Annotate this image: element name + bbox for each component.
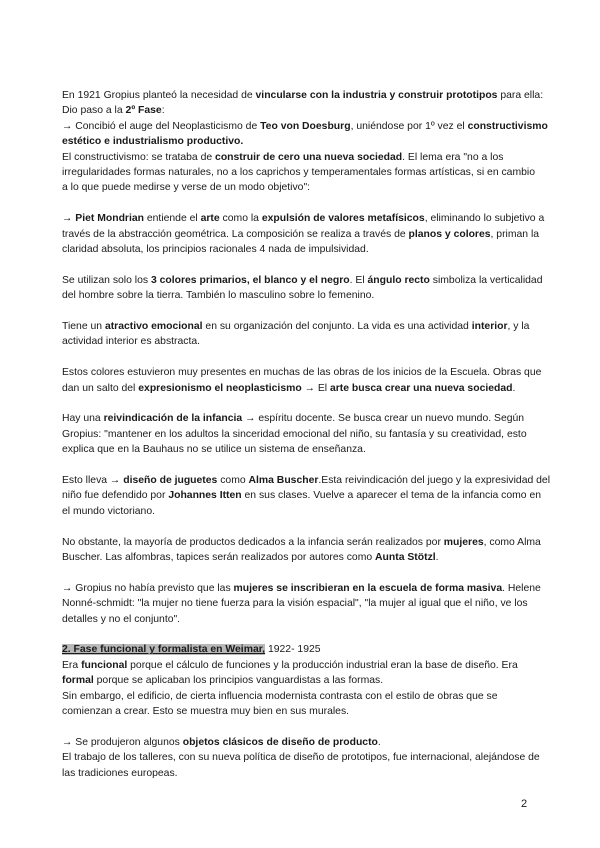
text-run: .: [377, 736, 381, 748]
text-line: [62, 150, 562, 165]
text-run: irregularidades formas naturales, no a los caprichos y temperamentales formas artísticas, si en cambio: [62, 167, 535, 179]
text-line: [62, 581, 562, 596]
bold-text: mujeres se inscribieran en la escuela de forma masiva: [233, 582, 503, 594]
paragraph: [62, 319, 562, 350]
bold-text: funcional: [81, 659, 128, 671]
text-run: Sin embargo, el edificio, de cierta influencia modernista contrasta con el estilo de obras que se: [62, 690, 498, 702]
text-run: Hay una: [62, 413, 104, 425]
bold-text: Teo von Doesburg: [260, 120, 351, 132]
text-line: [62, 319, 562, 334]
text-run: porque el cálculo de funciones y la producción industrial eran la base de diseño. Era: [127, 659, 518, 671]
text-run: en su organización del conjunto. La vida es una actividad: [202, 321, 472, 333]
bold-text: diseño de juguetes: [123, 475, 218, 487]
bold-text: interior: [471, 321, 508, 333]
text-run: Esto lleva →: [62, 475, 124, 487]
text-run: comienzan a crear. Esto se muestra muy bien en sus murales.: [62, 706, 350, 718]
text-run: → Concibió el auge del Neoplasticismo de: [62, 120, 261, 132]
text-run: el mundo victoriano.: [62, 505, 155, 517]
text-line: [62, 288, 562, 303]
text-run: .Esta reivindicación del juego y la expresividad del: [318, 475, 551, 487]
text-line: [62, 658, 562, 673]
paragraph: [62, 535, 562, 566]
text-run: dan un salto del: [62, 382, 139, 394]
page-number: 2: [521, 798, 528, 810]
text-run: . El lema era "no a los: [402, 151, 504, 163]
text-run: a lo que puede medirse y verse de un modo objetivo":: [62, 182, 311, 194]
text-run: :: [161, 105, 165, 117]
text-run: en sus clases. Vuelve a aparecer el tema de la infancia como en: [241, 490, 542, 502]
text-run: → espíritu docente. Se busca crear un nuevo mundo. Según: [242, 413, 525, 425]
text-run: porque se aplicaban los principios vanguardistas a las formas.: [93, 675, 384, 687]
text-run: Buscher. Las alfombras, tapices serán realizados por autores como: [62, 552, 376, 564]
text-line: [62, 273, 562, 288]
text-run: Nonné-schmidt: "la mujer no tiene fuerza para la visión espacial", "la mujer al igual que el niño, ve los: [62, 598, 528, 610]
paragraph: [62, 365, 562, 396]
bold-text: Johannes Itten: [168, 490, 242, 502]
text-run: simboliza la verticalidad: [429, 274, 543, 286]
paragraph: [62, 642, 562, 719]
bold-text: 2º Fase: [125, 105, 162, 117]
text-run: El trabajo de los talleres, con su nueva política de diseño de prototipos, fue internacional, alejándose de: [62, 752, 540, 764]
text-run: 1922- 1925: [265, 644, 321, 656]
paragraph: [62, 273, 562, 304]
paragraph: [62, 211, 562, 257]
text-line: [62, 427, 562, 442]
bold-text: 3 colores primarios, el blanco y el negro: [150, 274, 350, 286]
bold-text: ángulo recto: [367, 274, 430, 286]
text-run: las tradiciones europeas.: [62, 767, 178, 779]
text-line: [62, 334, 562, 349]
paragraph: [62, 88, 562, 196]
bold-text: Piet Mondrian: [75, 213, 144, 225]
text-run: El constructivismo: se trataba de: [62, 151, 216, 163]
text-run: → Gropius no había previsto que las: [62, 582, 234, 594]
text-line: [62, 211, 562, 226]
paragraph: [62, 581, 562, 627]
text-run: detalles y no el conjunto".: [62, 613, 181, 625]
text-line: [62, 550, 562, 565]
text-run: Era: [62, 659, 82, 671]
text-run: Se utilizan solo los: [62, 274, 151, 286]
text-run: , como Alma: [483, 536, 541, 548]
bold-text: planos y colores: [408, 228, 491, 240]
bold-text: atractivo emocional: [104, 321, 203, 333]
bold-text: estético e industrialismo productivo.: [62, 136, 244, 148]
text-run: explica que en la Bauhaus no se utilice un sistema de enseñanza.: [62, 444, 366, 456]
section-heading: 2. Fase funcional y formalista en Weimar,: [62, 644, 266, 656]
text-line: [62, 134, 562, 149]
text-run: , priman la: [490, 228, 540, 240]
text-line: [62, 689, 562, 704]
text-line: [62, 365, 562, 380]
text-line: [62, 227, 562, 242]
text-line: [62, 535, 562, 550]
text-run: como la: [219, 213, 262, 225]
paragraph: [62, 473, 562, 519]
bold-text: expresionismo el neoplasticismo: [138, 382, 302, 394]
text-line: [62, 612, 562, 627]
text-run: , y la: [507, 321, 530, 333]
text-run: → El: [301, 382, 330, 394]
text-run: . El: [349, 274, 368, 286]
text-line: [62, 180, 562, 195]
text-line: [62, 103, 562, 118]
text-line: [62, 165, 562, 180]
text-run: Dio paso a la: [62, 105, 126, 117]
bold-text: reivindicación de la infancia: [103, 413, 243, 425]
bold-text: arte: [200, 213, 220, 225]
text-line: [62, 673, 562, 688]
text-line: [62, 242, 562, 257]
text-run: . Helene: [502, 582, 541, 594]
text-run: , eliminando lo subjetivo a: [424, 213, 545, 225]
text-line: [62, 704, 562, 719]
text-run: Gropius: "mantener en los adultos la sinceridad emocional del niño, su fantasía y su creatividad, esto: [62, 428, 527, 440]
bold-text: construir de cero una nueva sociedad: [215, 151, 403, 163]
text-run: →: [62, 213, 76, 225]
text-line: [62, 411, 562, 426]
bold-text: arte busca crear una nueva sociedad: [329, 382, 513, 394]
text-run: → Se produjeron algunos: [62, 736, 183, 748]
bold-text: constructivismo: [467, 120, 548, 132]
text-run: del hombre sobre la tierra. También lo masculino sobre lo femenino.: [62, 290, 375, 302]
text-line: [62, 766, 562, 781]
document-body: [62, 88, 562, 797]
text-run: como: [217, 475, 249, 487]
bold-text: Alma Buscher: [248, 475, 319, 487]
text-run: entiende el: [143, 213, 201, 225]
paragraph: [62, 735, 562, 781]
bold-text: vincularse con la industria y construir prototipos: [255, 90, 498, 101]
text-line: [62, 504, 562, 519]
text-line: [62, 473, 562, 488]
text-run: En 1921 Gropius planteó la necesidad de: [62, 90, 256, 101]
text-run: No obstante, la mayoría de productos dedicados a la infancia serán realizados por: [62, 536, 444, 548]
text-run: través de la abstracción geométrica. La composición se realiza a través de: [62, 228, 409, 240]
text-run: .: [435, 552, 439, 564]
text-line: [62, 381, 562, 396]
text-line: [62, 488, 562, 503]
text-line: [62, 750, 562, 765]
text-line: [62, 735, 562, 750]
text-line: [62, 88, 562, 103]
text-run: niño fue defendido por: [62, 490, 169, 502]
text-line: [62, 596, 562, 611]
text-run: , uniéndose por 1º vez el: [350, 120, 468, 132]
text-line: [62, 642, 562, 657]
text-run: Estos colores estuvieron muy presentes en muchas de las obras de los inicios de la Escuela. Obras que: [62, 367, 542, 379]
text-run: para ella:: [497, 90, 544, 101]
text-line: [62, 119, 562, 134]
paragraph: [62, 411, 562, 457]
bold-text: formal: [62, 675, 94, 687]
bold-text: Aunta Stötzl: [375, 552, 436, 564]
bold-text: mujeres: [443, 536, 484, 548]
text-run: actividad interior es abstracta.: [62, 336, 201, 348]
bold-text: expulsión de valores metafísicos: [261, 213, 425, 225]
bold-text: objetos clásicos de diseño de producto: [182, 736, 378, 748]
text-run: Tiene un: [62, 321, 105, 333]
text-run: claridad absoluta, los principios racionales 4 nada de impulsividad.: [62, 244, 369, 256]
text-run: .: [512, 382, 516, 394]
text-line: [62, 442, 562, 457]
